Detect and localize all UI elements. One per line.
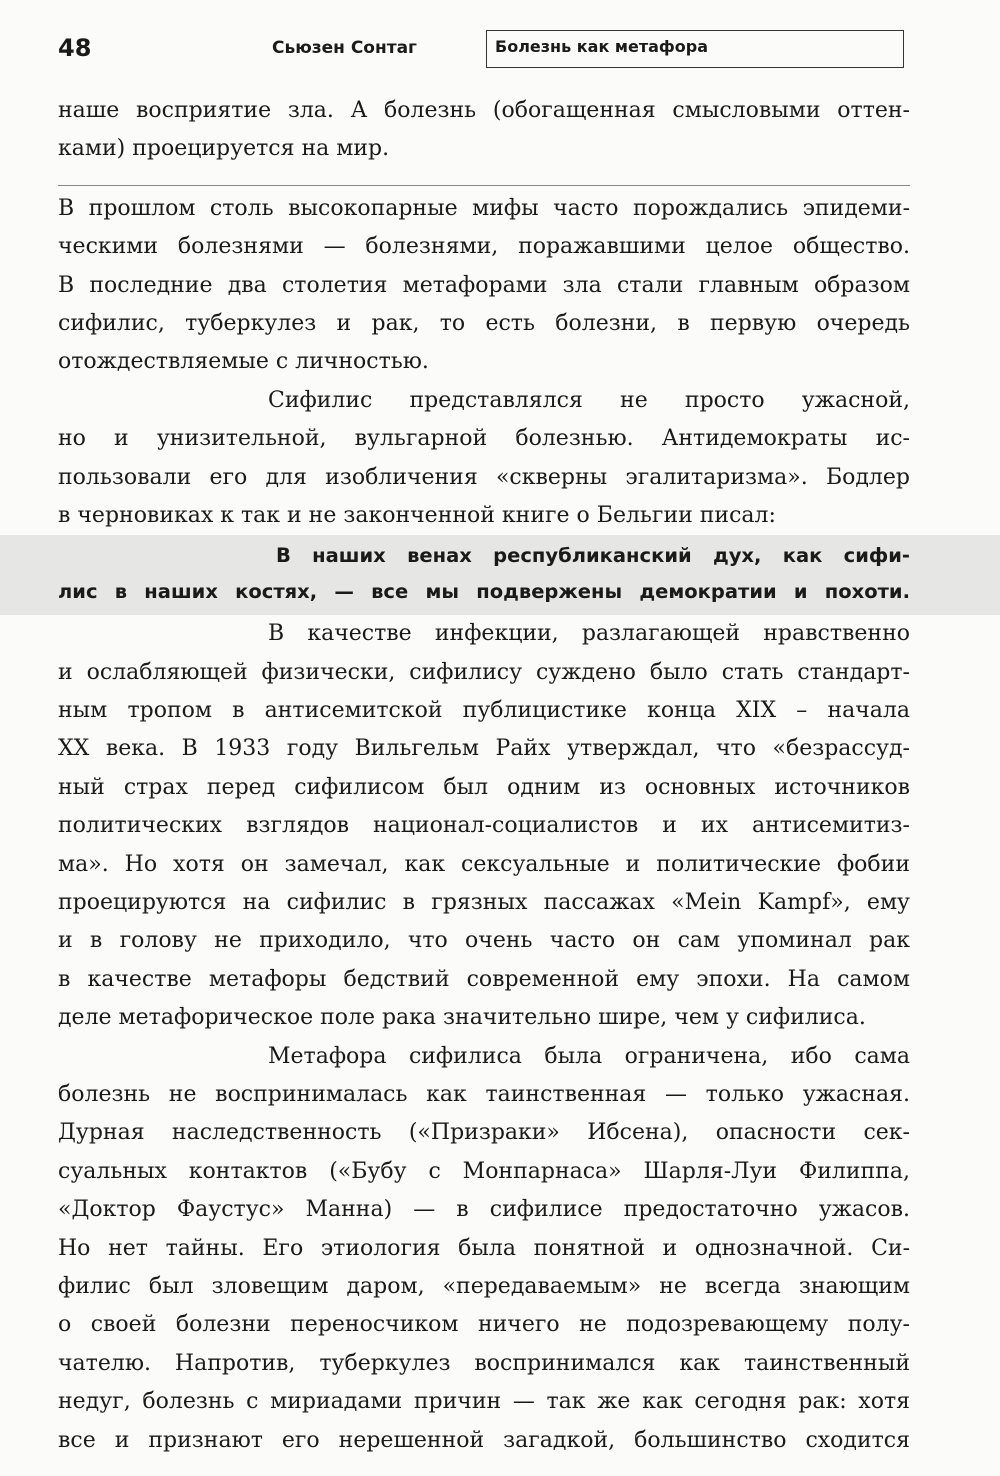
paragraph-top — [58, 92, 910, 169]
text-line: чателю. Напротив, туберкулез воспринимался как таинственный — [58, 1350, 910, 1376]
quote-line: лис в наших костях, — все мы подвержены демократии и похоти. — [58, 580, 910, 604]
text-line: пользовали его для изобличения «скверны эгалитаризма». Бодлер — [58, 464, 910, 490]
text-line: Сифилис представлялся не просто ужасной, — [268, 387, 910, 413]
text-line: болезнь не воспринималась как таинственная — только ужасная. — [58, 1081, 910, 1107]
paragraph-2 — [58, 382, 910, 536]
text-line: филис был зловещим даром, «передаваемым» не всегда знающим — [58, 1273, 910, 1299]
text-line: Дурная наследственность («Призраки» Ибсена), опасности сек- — [58, 1120, 910, 1146]
text-line: в качестве метафоры бедствий современной ему эпохи. На самом — [58, 966, 910, 992]
paragraph-4 — [58, 1038, 910, 1460]
quote-line: В наших венах республиканский дух, как сифи- — [276, 544, 910, 568]
text-line: ный страх перед сифилисом был одним из основных источников — [58, 774, 910, 800]
text-line: ками) проецируется на мир. — [58, 136, 390, 162]
running-title: Болезнь как метафора — [495, 37, 708, 56]
text-line: недуг, болезнь с мириадами причин — так же как сегодня рак: хотя — [58, 1389, 910, 1415]
text-line: все и признают его нерешенной загадкой, большинство сходится — [58, 1427, 910, 1453]
text-line: ным тропом в антисемитской публицистике конца XIX – начала — [58, 698, 910, 724]
text-line: суальных контактов («Бубу с Монпарнаса» Шарля-Луи Филиппа, — [58, 1158, 910, 1184]
page-body — [58, 92, 910, 1460]
paragraph-1 — [58, 190, 910, 382]
text-line: «Доктор Фаустус» Манна) — в сифилисе предостаточно ужасов. — [58, 1197, 910, 1223]
page-number: 48 — [58, 34, 92, 62]
running-header — [0, 30, 1000, 70]
text-line: В последние два столетия метафорами зла стали главным образом — [58, 272, 910, 298]
text-line: но и унизительной, вульгарной болезнью. Антидемократы ис- — [58, 426, 910, 452]
block-quote — [0, 535, 1000, 615]
paragraph-3 — [58, 615, 910, 1037]
text-line: Но нет тайны. Его этиология была понятной и однозначной. Си- — [58, 1235, 910, 1261]
text-line: отождествляемые с личностью. — [58, 349, 429, 375]
text-line: политических взглядов национал-социалистов и их антисемитиз- — [58, 813, 910, 839]
text-line: наше восприятие зла. А болезнь (обогащенная смысловыми оттен- — [58, 98, 910, 123]
text-line: деле метафорическое поле рака значительно шире, чем у сифилиса. — [58, 1005, 866, 1031]
text-line: В качестве инфекции, разлагающей нравственно — [268, 621, 910, 647]
section-divider — [58, 185, 910, 186]
text-line: и ослабляющей физически, сифилису суждено было стать стандарт- — [58, 659, 910, 685]
text-line: и в голову не приходило, что очень часто он сам упоминал рак — [58, 928, 910, 954]
text-line: В прошлом столь высокопарные мифы часто порождались эпидеми- — [58, 195, 910, 221]
text-line: XX века. В 1933 году Вильгельм Райх утверждал, что «безрассуд- — [58, 736, 910, 762]
running-author: Сьюзен Сонтаг — [272, 38, 417, 58]
text-line: проецируются на сифилис в грязных пассажах «Mein Kampf», ему — [58, 890, 910, 916]
running-title-box — [486, 30, 904, 68]
text-line: ма». Но хотя он замечал, как сексуальные и политические фобии — [58, 851, 910, 877]
text-line: сифилис, туберкулез и рак, то есть болезни, в первую очередь — [58, 310, 910, 336]
text-line: Метафора сифилиса была ограничена, ибо сама — [268, 1043, 910, 1069]
text-line: ческими болезнями — болезнями, поражавшими целое общество. — [58, 234, 910, 260]
text-line: в черновиках к так и не законченной книге о Бельгии писал: — [58, 502, 776, 528]
text-line: о своей болезни переносчиком ничего не подозревающему полу- — [58, 1312, 910, 1338]
